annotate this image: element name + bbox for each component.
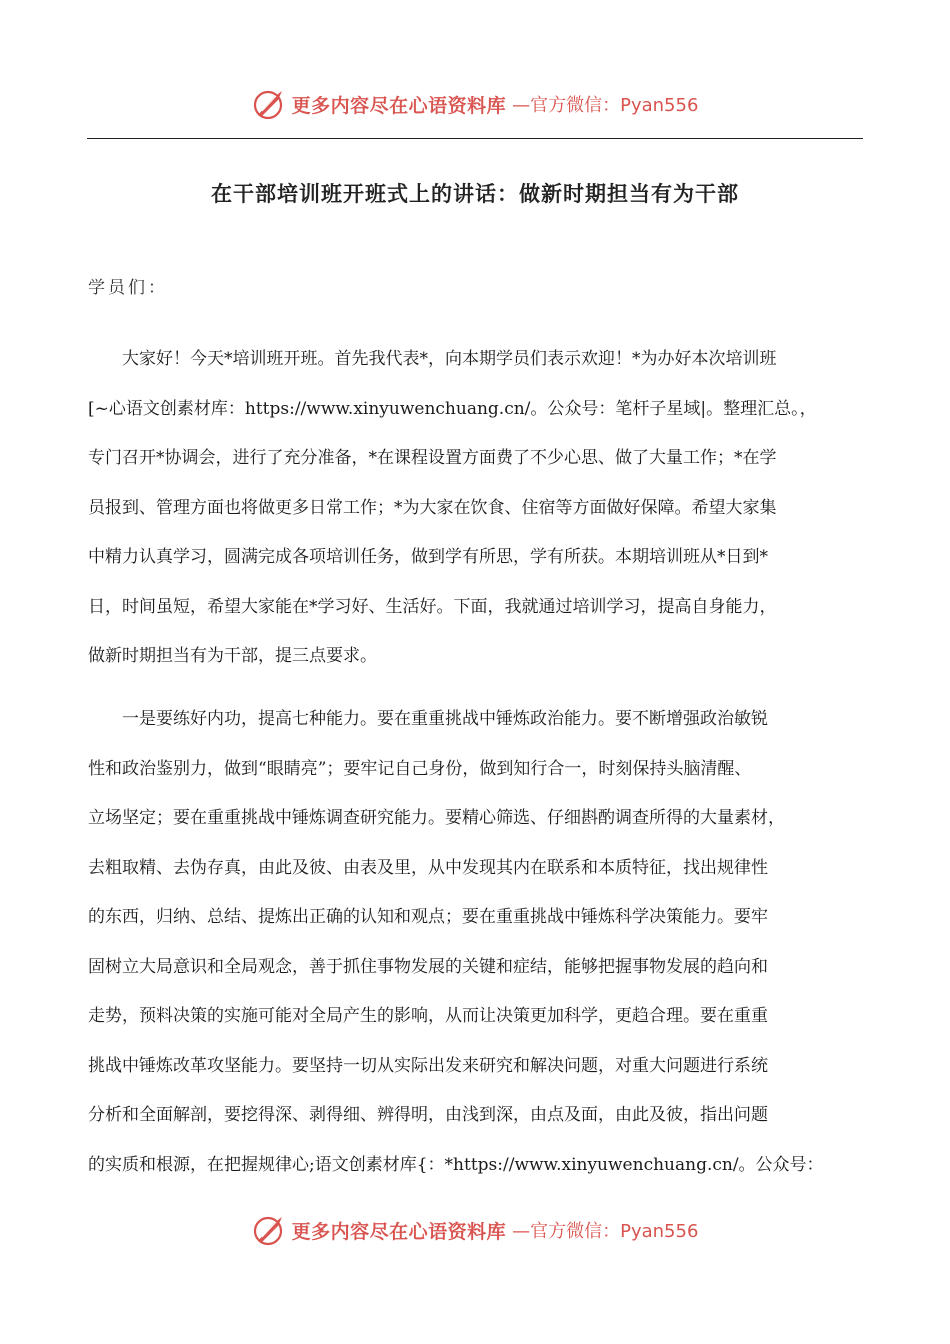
paragraph-line: 做新时期担当有为干部，提三点要求。 xyxy=(88,646,377,666)
banner-main-text: 更多内容尽在心语资料库 xyxy=(291,1220,507,1243)
paragraph-line: 员报到、管理方面也将做更多日常工作；*为大家在饮食、住宿等方面做好保障。希望大家集 xyxy=(88,497,777,518)
header-banner xyxy=(0,84,950,124)
paragraph-line: 走势，预料决策的实施可能对全局产生的影响，从而让决策更加科学，更趋合理。要在重重 xyxy=(88,1006,768,1026)
paragraph-line: 中精力认真学习，圆满完成各项培训任务，做到学有所思，学有所获。本期培训班从*日到* xyxy=(88,547,768,567)
paragraph-line: 的东西，归纳、总结、提炼出正确的认知和观点；要在重重挑战中锤炼科学决策能力。要牢 xyxy=(88,907,768,927)
paragraph-line: 分析和全面解剖，要挖得深、剥得细、辨得明，由浅到深，由点及面，由此及彼，指出问题 xyxy=(88,1105,768,1125)
paragraph-line: 日，时间虽短，希望大家能在*学习好、生活好。下面，我就通过培训学习，提高自身能力， xyxy=(88,596,777,617)
paragraph-line: 一是要练好内功，提高七种能力。要在重重挑战中锤炼政治能力。要不断增强政治敏锐 xyxy=(122,709,768,729)
paragraph-line: 性和政治鉴别力，做到“眼睛亮”；要牢记自己身份，做到知行合一，时刻保持头脑清醒、 xyxy=(88,758,752,779)
paragraph-line: 固树立大局意识和全局观念，善于抓住事物发展的关键和症结，能够把握事物发展的趋向和 xyxy=(88,956,768,977)
quill-pen-icon xyxy=(252,87,286,121)
banner-main-text: 更多内容尽在心语资料库 xyxy=(291,94,507,117)
greeting: 学员们： xyxy=(88,278,168,298)
paragraph-line: 挑战中锤炼改革攻坚能力。要坚持一切从实际出发来研究和解决问题，对重大问题进行系统 xyxy=(88,1055,768,1076)
header-rule xyxy=(87,138,863,139)
banner-sub-text: —官方微信：Pyan556 xyxy=(512,95,699,116)
paragraph-line: 大家好！今天*培训班开班。首先我代表*，向本期学员们表示欢迎！*为办好本次培训班 xyxy=(122,349,777,369)
paragraph-line: 的实质和根源，在把握规律心;语文创素材库{：*https://www.xinyuwenchuang.cn/。公众号： xyxy=(88,1154,824,1175)
quill-pen-icon xyxy=(252,1213,286,1247)
footer-banner xyxy=(0,1210,950,1250)
paragraph-line: 专门召开*协调会，进行了充分准备，*在课程设置方面费了不少心思、做了大量工作；*在学 xyxy=(88,448,777,468)
paragraph-line: [~心语文创素材库：https://www.xinyuwenchuang.cn/。公众号：笔杆子星域|。整理汇总。， xyxy=(88,398,817,419)
paragraph-line: 立场坚定；要在重重挑战中锤炼调查研究能力。要精心筛选、仔细斟酌调查所得的大量素材， xyxy=(88,808,785,828)
document-title: 在干部培训班开班式上的讲话：做新时期担当有为干部 xyxy=(211,182,739,206)
paragraph-line: 去粗取精、去伪存真，由此及彼、由表及里，从中发现其内在联系和本质特征，找出规律性 xyxy=(88,857,768,878)
paragraph-2 xyxy=(88,695,878,1190)
paragraph-1 xyxy=(88,335,878,682)
banner-sub-text: —官方微信：Pyan556 xyxy=(512,1221,699,1242)
